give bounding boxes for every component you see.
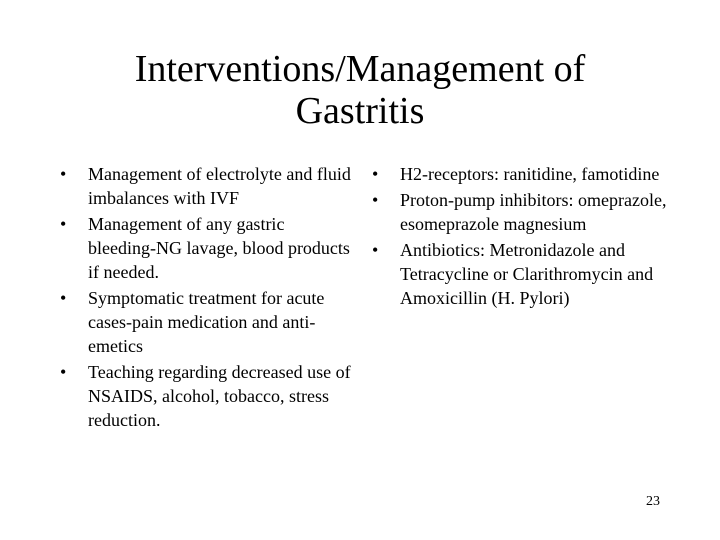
page-number: 23 <box>646 494 660 509</box>
right-bullet-item-3 <box>370 238 688 310</box>
bullet-icon: • <box>372 190 379 210</box>
right-bullet-list <box>370 162 688 312</box>
right-bullet-item-2 <box>370 188 688 236</box>
bullet-icon: • <box>372 164 379 184</box>
left-bullet-item-2 <box>58 212 354 284</box>
bullet-text: Management of any gastric bleeding-NG lavage, blood products if needed. <box>88 214 350 282</box>
left-bullet-list <box>58 162 354 434</box>
bullet-text: H2-receptors: ranitidine, famotidine <box>400 164 660 184</box>
slide-title <box>60 48 660 132</box>
left-bullet-item-3 <box>58 286 354 358</box>
right-bullet-item-1 <box>370 162 688 186</box>
bullet-icon: • <box>60 214 67 234</box>
bullet-text: Teaching regarding decreased use of NSAIDS, alcohol, tobacco, stress reduction. <box>88 362 351 430</box>
left-bullet-item-1 <box>58 162 354 210</box>
bullet-text: Symptomatic treatment for acute cases-pain medication and anti-emetics <box>88 288 325 356</box>
bullet-icon: • <box>60 288 67 308</box>
left-bullet-item-4 <box>58 360 354 432</box>
bullet-text: Antibiotics: Metronidazole and Tetracycline or Clarithromycin and Amoxicillin (H. Pylori) <box>400 240 654 308</box>
bullet-icon: • <box>60 362 67 382</box>
slide-title-line-2: Gastritis <box>295 90 425 132</box>
bullet-text: Management of electrolyte and fluid imbalances with IVF <box>88 164 351 208</box>
bullet-text: Proton-pump inhibitors: omeprazole, esomeprazole magnesium <box>400 190 667 234</box>
bullet-icon: • <box>372 240 379 260</box>
slide-title-line-1: Interventions/Management of <box>134 48 586 90</box>
bullet-icon: • <box>60 164 67 184</box>
